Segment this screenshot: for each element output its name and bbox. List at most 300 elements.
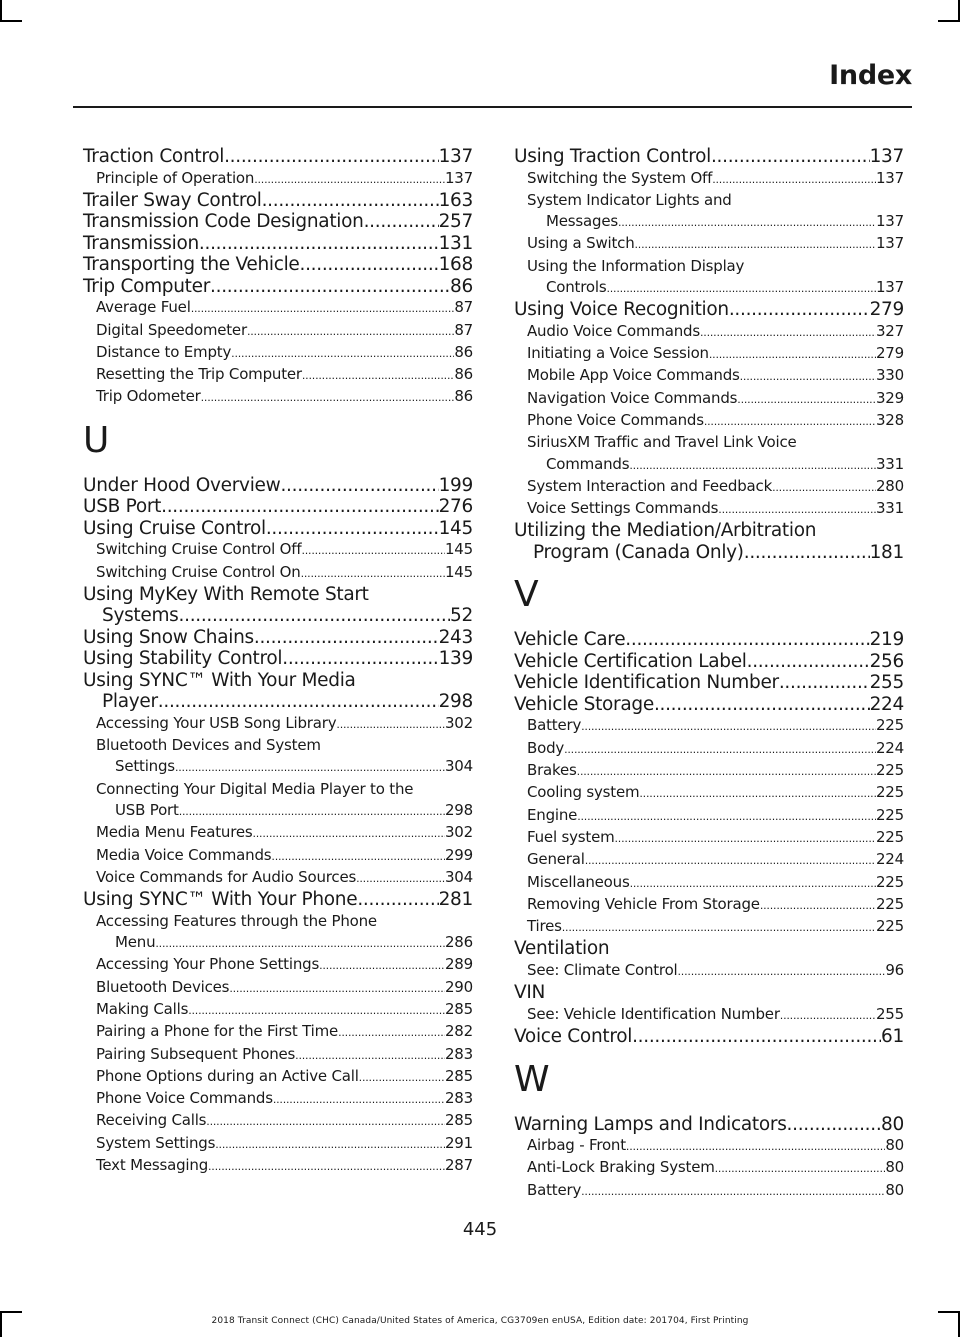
dot-leader bbox=[175, 757, 445, 778]
crop-mark-top-left bbox=[0, 0, 2, 22]
entry-label: Airbag - Front bbox=[527, 1136, 626, 1155]
index-subentry bbox=[83, 1133, 473, 1155]
dot-leader bbox=[252, 823, 445, 844]
dot-leader bbox=[155, 933, 445, 954]
entry-page-number: 52 bbox=[450, 605, 473, 627]
entry-page-number: 290 bbox=[444, 977, 473, 996]
entry-label: System Interaction and Feedback bbox=[527, 476, 773, 495]
index-subentry bbox=[83, 297, 473, 319]
index-entry bbox=[83, 211, 473, 233]
index-subentry bbox=[83, 932, 473, 954]
entry-label: Using SYNC™ With Your Phone bbox=[83, 889, 358, 911]
crop-mark-bottom-left-h bbox=[0, 1311, 22, 1313]
index-entry bbox=[514, 672, 904, 694]
entry-label: Brakes bbox=[527, 761, 577, 780]
entry-label: Distance to Empty bbox=[96, 342, 232, 361]
entry-page-number: 257 bbox=[438, 211, 473, 233]
entry-page-number: 199 bbox=[438, 474, 473, 496]
dot-leader bbox=[615, 828, 876, 849]
entry-page-number: 224 bbox=[869, 693, 904, 715]
dot-leader bbox=[747, 651, 870, 673]
index-subentry bbox=[514, 1180, 904, 1202]
entry-page-number: 145 bbox=[444, 540, 473, 559]
dot-leader bbox=[254, 169, 445, 190]
entry-label: Phone Voice Commands bbox=[527, 410, 704, 429]
entry-page-number: 163 bbox=[438, 189, 473, 211]
entry-page-number: 285 bbox=[444, 1066, 473, 1085]
entry-label: Program (Canada Only) bbox=[533, 541, 744, 563]
entry-page-number: 225 bbox=[875, 872, 904, 891]
dot-leader bbox=[295, 1045, 445, 1066]
dot-leader bbox=[562, 917, 876, 938]
entry-label: Controls bbox=[546, 277, 607, 296]
section-letter: W bbox=[514, 1058, 550, 1100]
index-entry-prefix: Using MyKey With Remote Start bbox=[83, 583, 369, 605]
entry-page-number: 286 bbox=[444, 933, 473, 952]
entry-page-number: 329 bbox=[875, 388, 904, 407]
dot-leader bbox=[199, 233, 439, 255]
index-column-left bbox=[83, 146, 473, 1177]
entry-page-number: 80 bbox=[885, 1136, 904, 1155]
index-subentry bbox=[514, 1004, 904, 1026]
dot-leader bbox=[231, 343, 454, 364]
dot-leader bbox=[711, 146, 870, 168]
dot-leader bbox=[224, 146, 438, 168]
dot-leader bbox=[630, 873, 876, 894]
entry-label: Navigation Voice Commands bbox=[527, 388, 738, 407]
index-subentry bbox=[83, 1110, 473, 1132]
entry-page-number: 224 bbox=[875, 850, 904, 869]
index-subentry bbox=[83, 168, 473, 190]
entry-label: Pairing Subsequent Phones bbox=[96, 1044, 296, 1063]
entry-page-number: 225 bbox=[875, 917, 904, 936]
entry-page-number: 137 bbox=[444, 168, 473, 187]
entry-page-number: 87 bbox=[454, 298, 473, 317]
index-entry bbox=[83, 496, 473, 518]
entry-label: Phone Options during an Active Call bbox=[96, 1066, 359, 1085]
entry-label: Vehicle Certification Label bbox=[514, 650, 747, 672]
dot-leader bbox=[744, 542, 870, 564]
index-subentry bbox=[514, 1135, 904, 1157]
index-subentry bbox=[514, 827, 904, 849]
entry-label: Using Cruise Control bbox=[83, 517, 266, 539]
dot-leader bbox=[300, 254, 439, 276]
dot-leader bbox=[625, 629, 869, 651]
dot-leader bbox=[208, 1156, 445, 1177]
entry-page-number: 80 bbox=[881, 1113, 904, 1135]
dot-leader bbox=[302, 365, 454, 386]
index-entry bbox=[83, 475, 473, 497]
section-letter: U bbox=[83, 419, 110, 461]
entry-label: Settings bbox=[115, 757, 175, 776]
entry-label: Menu bbox=[115, 933, 156, 952]
entry-label: Under Hood Overview bbox=[83, 474, 281, 496]
dot-leader bbox=[577, 806, 876, 827]
entry-page-number: 302 bbox=[444, 713, 473, 732]
entry-label: Receiving Calls bbox=[96, 1111, 207, 1130]
index-subentry bbox=[514, 760, 904, 782]
entry-label: USB Port bbox=[115, 801, 179, 820]
entry-label: Using Stability Control bbox=[83, 648, 283, 670]
dot-leader bbox=[210, 276, 450, 298]
index-subentry bbox=[83, 977, 473, 999]
dot-leader bbox=[629, 455, 876, 476]
entry-label: Transporting the Vehicle bbox=[83, 254, 300, 276]
index-subentry bbox=[83, 867, 473, 889]
entry-page-number: 279 bbox=[869, 299, 904, 321]
index-subentry bbox=[514, 476, 904, 498]
entry-page-number: 327 bbox=[875, 321, 904, 340]
index-subentry bbox=[514, 365, 904, 387]
index-entry bbox=[83, 190, 473, 212]
index-subentry bbox=[83, 713, 473, 735]
dot-leader bbox=[729, 299, 870, 321]
index-subentry bbox=[514, 211, 904, 233]
dot-leader bbox=[760, 895, 876, 916]
entry-page-number: 131 bbox=[438, 232, 473, 254]
dot-leader bbox=[700, 322, 876, 343]
dot-leader bbox=[254, 627, 439, 649]
dot-leader bbox=[772, 477, 876, 498]
dot-leader bbox=[581, 1181, 885, 1202]
index-subentry bbox=[83, 756, 473, 778]
entry-label: Systems bbox=[102, 605, 179, 627]
entry-label: Digital Speedometer bbox=[96, 320, 247, 339]
index-entry bbox=[83, 146, 473, 168]
index-subentry bbox=[83, 320, 473, 342]
entry-page-number: 328 bbox=[875, 410, 904, 429]
index-subentry bbox=[514, 805, 904, 827]
index-column-right bbox=[514, 146, 904, 1202]
entry-label: Engine bbox=[527, 805, 578, 824]
entry-page-number: 299 bbox=[444, 845, 473, 864]
dot-leader bbox=[301, 563, 445, 584]
index-subentry bbox=[514, 277, 904, 299]
index-entry-prefix: Connecting Your Digital Media Player to the bbox=[96, 779, 414, 798]
index-subentry bbox=[514, 715, 904, 737]
index-subentry bbox=[514, 894, 904, 916]
index-subentry bbox=[514, 168, 904, 190]
index-subentry bbox=[83, 1044, 473, 1066]
index-entry-prefix: Accessing Features through the Phone bbox=[96, 911, 377, 930]
index-entry bbox=[514, 1114, 904, 1136]
index-entry bbox=[83, 605, 473, 627]
dot-leader bbox=[158, 691, 439, 713]
index-subentry bbox=[514, 872, 904, 894]
dot-leader bbox=[678, 961, 886, 982]
entry-page-number: 255 bbox=[875, 1004, 904, 1023]
dot-leader bbox=[191, 298, 455, 319]
dot-leader bbox=[201, 387, 455, 408]
entry-label: Transmission Code Designation bbox=[83, 211, 364, 233]
dot-leader bbox=[319, 955, 445, 976]
entry-label: Bluetooth Devices bbox=[96, 977, 230, 996]
entry-page-number: 225 bbox=[875, 805, 904, 824]
entry-page-number: 282 bbox=[444, 1022, 473, 1041]
entry-page-number: 219 bbox=[869, 629, 904, 651]
entry-label: Initiating a Voice Session bbox=[527, 344, 709, 363]
index-subentry bbox=[83, 562, 473, 584]
index-entry-prefix: Bluetooth Devices and System bbox=[96, 736, 321, 755]
index-heading: Ventilation bbox=[514, 938, 610, 960]
index-subentry bbox=[514, 849, 904, 871]
index-subentry bbox=[83, 1155, 473, 1177]
index-entry-prefix: Using the Information Display bbox=[527, 256, 745, 275]
dot-leader bbox=[229, 978, 445, 999]
index-entry bbox=[514, 146, 904, 168]
entry-page-number: 145 bbox=[438, 517, 473, 539]
dot-leader bbox=[262, 190, 439, 212]
dot-leader bbox=[779, 672, 870, 694]
index-subentry bbox=[83, 1021, 473, 1043]
entry-label: Battery bbox=[527, 1180, 582, 1199]
entry-page-number: 137 bbox=[875, 234, 904, 253]
entry-label: Removing Vehicle From Storage bbox=[527, 894, 760, 913]
dot-leader bbox=[364, 211, 439, 233]
dot-leader bbox=[206, 1111, 445, 1132]
index-subentry bbox=[83, 954, 473, 976]
entry-label: Anti-Lock Braking System bbox=[527, 1158, 715, 1177]
index-subentry bbox=[83, 822, 473, 844]
dot-leader bbox=[654, 694, 870, 716]
index-subentry bbox=[514, 321, 904, 343]
dot-leader bbox=[266, 518, 439, 540]
entry-page-number: 86 bbox=[450, 275, 473, 297]
index-entry-prefix: Using SYNC™ With Your Media bbox=[83, 669, 356, 691]
dot-leader bbox=[639, 783, 876, 804]
index-subentry bbox=[514, 454, 904, 476]
crop-mark-top-right-h bbox=[938, 20, 960, 22]
entry-page-number: 61 bbox=[881, 1026, 904, 1048]
entry-page-number: 139 bbox=[438, 648, 473, 670]
entry-label: Vehicle Identification Number bbox=[514, 672, 779, 694]
entry-label: Tires bbox=[527, 917, 562, 936]
dot-leader bbox=[787, 1114, 882, 1136]
entry-page-number: 255 bbox=[869, 672, 904, 694]
page-number: 445 bbox=[462, 1219, 498, 1240]
index-entry bbox=[83, 233, 473, 255]
entry-page-number: 225 bbox=[875, 894, 904, 913]
entry-label: Commands bbox=[546, 454, 630, 473]
index-subentry bbox=[514, 343, 904, 365]
entry-label: Cooling system bbox=[527, 783, 640, 802]
entry-page-number: 243 bbox=[438, 626, 473, 648]
entry-label: Switching Cruise Control On bbox=[96, 562, 301, 581]
entry-page-number: 331 bbox=[875, 454, 904, 473]
entry-page-number: 137 bbox=[875, 168, 904, 187]
dot-leader bbox=[179, 801, 445, 822]
dot-leader bbox=[301, 540, 445, 561]
dot-leader bbox=[715, 1158, 886, 1179]
entry-page-number: 137 bbox=[875, 277, 904, 296]
entry-label: USB Port bbox=[83, 496, 162, 518]
index-entry bbox=[514, 542, 904, 564]
dot-leader bbox=[357, 889, 438, 911]
entry-label: Miscellaneous bbox=[527, 872, 630, 891]
entry-label: Phone Voice Commands bbox=[96, 1089, 273, 1108]
entry-label: Accessing Your Phone Settings bbox=[96, 955, 320, 974]
dot-leader bbox=[280, 475, 438, 497]
dot-leader bbox=[161, 496, 438, 518]
entry-label: Average Fuel bbox=[96, 298, 191, 317]
entry-label: Principle of Operation bbox=[96, 168, 255, 187]
dot-leader bbox=[581, 716, 876, 737]
index-subentry bbox=[514, 410, 904, 432]
entry-page-number: 298 bbox=[438, 691, 473, 713]
index-entry-prefix: SiriusXM Traffic and Travel Link Voice bbox=[527, 433, 797, 452]
entry-page-number: 145 bbox=[444, 562, 473, 581]
index-entry bbox=[83, 518, 473, 540]
dot-leader bbox=[564, 739, 876, 760]
entry-page-number: 280 bbox=[875, 476, 904, 495]
entry-label: Text Messaging bbox=[96, 1156, 209, 1175]
entry-label: Media Voice Commands bbox=[96, 845, 272, 864]
dot-leader bbox=[618, 212, 876, 233]
entry-label: Media Menu Features bbox=[96, 823, 253, 842]
entry-label: Player bbox=[102, 691, 158, 713]
entry-page-number: 80 bbox=[885, 1158, 904, 1177]
index-entry bbox=[514, 299, 904, 321]
dot-leader bbox=[737, 389, 876, 410]
index-subentry bbox=[83, 800, 473, 822]
dot-leader bbox=[635, 234, 876, 255]
entry-label: Mobile App Voice Commands bbox=[527, 366, 740, 385]
dot-leader bbox=[336, 714, 445, 735]
dot-leader bbox=[215, 1134, 445, 1155]
dot-leader bbox=[718, 499, 876, 520]
entry-page-number: 281 bbox=[438, 889, 473, 911]
index-subentry bbox=[514, 782, 904, 804]
entry-label: See: Vehicle Identification Number bbox=[527, 1004, 780, 1023]
index-subentry bbox=[514, 1157, 904, 1179]
entry-page-number: 225 bbox=[875, 827, 904, 846]
index-subentry bbox=[514, 960, 904, 982]
dot-leader bbox=[712, 169, 876, 190]
entry-label: Body bbox=[527, 738, 565, 757]
entry-label: Trip Odometer bbox=[96, 387, 201, 406]
entry-page-number: 225 bbox=[875, 761, 904, 780]
entry-page-number: 137 bbox=[438, 146, 473, 167]
index-entry bbox=[83, 627, 473, 649]
index-subentry bbox=[514, 498, 904, 520]
dot-leader bbox=[780, 1005, 876, 1026]
entry-label: Vehicle Storage bbox=[514, 693, 654, 715]
index-entry bbox=[83, 276, 473, 298]
entry-label: Trailer Sway Control bbox=[83, 189, 262, 211]
index-entry bbox=[514, 629, 904, 651]
entry-label: Messages bbox=[546, 212, 618, 231]
entry-page-number: 96 bbox=[885, 960, 904, 979]
index-subentry bbox=[83, 539, 473, 561]
crop-mark-bottom-right-h bbox=[938, 1311, 960, 1313]
entry-label: Battery bbox=[527, 716, 582, 735]
index-subentry bbox=[514, 233, 904, 255]
entry-label: Voice Control bbox=[514, 1026, 633, 1048]
entry-page-number: 225 bbox=[875, 716, 904, 735]
index-entry bbox=[83, 889, 473, 911]
index-heading: VIN bbox=[514, 982, 546, 1004]
dot-leader bbox=[632, 1026, 881, 1048]
entry-page-number: 283 bbox=[444, 1089, 473, 1108]
dot-leader bbox=[271, 846, 445, 867]
dot-leader bbox=[626, 1136, 885, 1157]
entry-label: Transmission bbox=[83, 232, 199, 254]
crop-mark-top-left-h bbox=[0, 20, 22, 22]
index-subentry bbox=[514, 388, 904, 410]
header-divider bbox=[73, 106, 912, 108]
entry-page-number: 276 bbox=[438, 496, 473, 518]
dot-leader bbox=[338, 1022, 445, 1043]
footer-edition-info: 2018 Transit Connect (CHC) Canada/United States of America, CG3709en enUSA, Edition date: 201704, First Printing bbox=[211, 1316, 749, 1326]
index-entry bbox=[83, 254, 473, 276]
index-entry bbox=[514, 651, 904, 673]
entry-label: Making Calls bbox=[96, 999, 189, 1018]
entry-label: Traction Control bbox=[83, 146, 225, 167]
entry-page-number: 181 bbox=[869, 541, 904, 563]
index-subentry bbox=[514, 916, 904, 938]
index-entry bbox=[83, 648, 473, 670]
index-entry-prefix: System Indicator Lights and bbox=[527, 190, 732, 209]
entry-page-number: 137 bbox=[875, 212, 904, 231]
entry-label: See: Climate Control bbox=[527, 960, 678, 979]
index-entry-prefix: Utilizing the Mediation/Arbitration bbox=[514, 520, 817, 542]
dot-leader bbox=[709, 344, 876, 365]
index-entry bbox=[514, 1026, 904, 1048]
entry-page-number: 86 bbox=[454, 387, 473, 406]
entry-label: Audio Voice Commands bbox=[527, 321, 700, 340]
entry-page-number: 287 bbox=[444, 1156, 473, 1175]
entry-label: Resetting the Trip Computer bbox=[96, 365, 302, 384]
entry-page-number: 80 bbox=[885, 1180, 904, 1199]
index-subentry bbox=[83, 999, 473, 1021]
index-subentry bbox=[83, 364, 473, 386]
entry-page-number: 304 bbox=[444, 757, 473, 776]
entry-label: Using Traction Control bbox=[514, 146, 711, 167]
entry-page-number: 279 bbox=[875, 344, 904, 363]
entry-label: Switching the System Off bbox=[527, 168, 713, 187]
entry-page-number: 86 bbox=[454, 365, 473, 384]
dot-leader bbox=[273, 1089, 445, 1110]
dot-leader bbox=[247, 321, 454, 342]
entry-page-number: 330 bbox=[875, 366, 904, 385]
dot-leader bbox=[356, 868, 445, 889]
entry-page-number: 298 bbox=[444, 801, 473, 820]
entry-page-number: 224 bbox=[875, 738, 904, 757]
entry-page-number: 225 bbox=[875, 783, 904, 802]
dot-leader bbox=[577, 761, 876, 782]
dot-leader bbox=[359, 1067, 445, 1088]
entry-page-number: 87 bbox=[454, 320, 473, 339]
dot-leader bbox=[606, 278, 876, 299]
page-title: Index bbox=[829, 60, 912, 91]
index-subentry bbox=[83, 1066, 473, 1088]
index-entry bbox=[83, 691, 473, 713]
entry-page-number: 168 bbox=[438, 254, 473, 276]
entry-page-number: 86 bbox=[454, 342, 473, 361]
entry-label: Voice Commands for Audio Sources bbox=[96, 867, 357, 886]
entry-label: Pairing a Phone for the First Time bbox=[96, 1022, 339, 1041]
dot-leader bbox=[585, 850, 876, 871]
dot-leader bbox=[179, 605, 451, 627]
entry-label: Warning Lamps and Indicators bbox=[514, 1113, 787, 1135]
entry-label: Trip Computer bbox=[83, 275, 211, 297]
entry-label: General bbox=[527, 850, 585, 869]
index-subentry bbox=[83, 1088, 473, 1110]
entry-page-number: 285 bbox=[444, 1111, 473, 1130]
dot-leader bbox=[282, 648, 438, 670]
entry-label: Switching Cruise Control Off bbox=[96, 540, 302, 559]
entry-page-number: 285 bbox=[444, 999, 473, 1018]
